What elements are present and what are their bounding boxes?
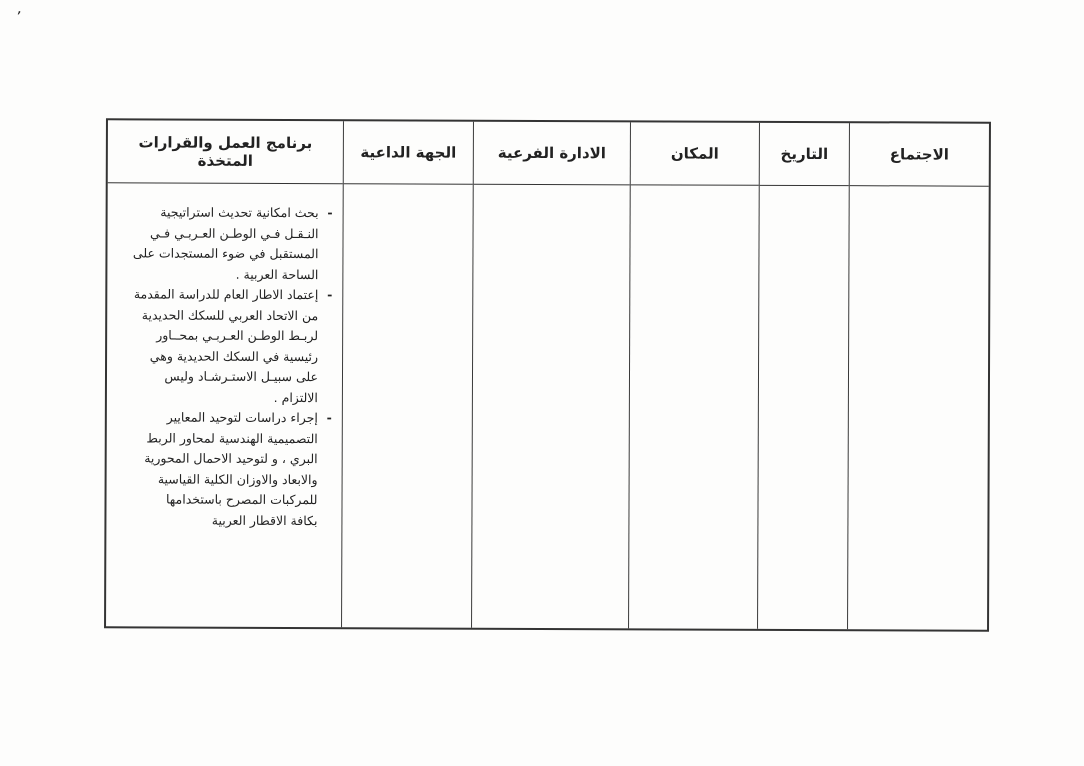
bullet-dash: - bbox=[326, 410, 332, 426]
cell-date-empty bbox=[758, 186, 849, 629]
cell-sub-department-empty bbox=[472, 185, 630, 629]
column-date bbox=[758, 123, 850, 629]
column-header-work-program: برنامج العمل والقرارات المتخذة bbox=[108, 120, 343, 184]
column-header-sub-department: الادارة الفرعية bbox=[474, 122, 630, 186]
column-inviting-body bbox=[342, 121, 474, 627]
bullet-dash: - bbox=[327, 287, 333, 303]
work-program-item bbox=[113, 284, 333, 408]
column-header-date: التاريخ bbox=[760, 123, 849, 186]
column-place bbox=[629, 122, 760, 628]
column-header-meeting: الاجتماع bbox=[850, 123, 989, 187]
bullet-dash: - bbox=[327, 205, 333, 221]
work-program-item-text: بحث امكانية تحديث استراتيجية النـقـل فـي الوطـن العـربـي فـي المستقبل في ضوء المستجدات على الساحة العربية . bbox=[132, 204, 319, 282]
cell-place-empty bbox=[629, 185, 759, 628]
column-header-inviting-body: الجهة الداعية bbox=[344, 121, 473, 184]
column-meeting bbox=[848, 123, 989, 630]
work-program-item bbox=[113, 202, 333, 285]
stray-ink-mark: ’ bbox=[14, 7, 23, 27]
column-header-place: المكان bbox=[631, 122, 759, 185]
work-program-item-text: إجراء دراسات لتوحيد المعايير التصميمية الهندسية لمحاور الربط البري ، و لتوحيد الاحمال المحورية والابعاد والاوزان الكلية القياسية للمركبات المصرح باستخدامها بكافة الاقطار العربية bbox=[144, 409, 318, 528]
cell-work-program bbox=[106, 183, 343, 627]
work-program-item bbox=[112, 407, 332, 531]
work-program-items bbox=[106, 202, 342, 531]
column-sub-department bbox=[472, 122, 631, 629]
work-program-item-text: إعتماد الاطار العام للدراسة المقدمة من الاتحاد العربي للسكك الحديدية لربـط الوطـن العـربـي بمحــاور رئيسية في السكك الحديدية وهي على سبيـل الاستـرشـاد وليس الالتزام . bbox=[133, 286, 319, 405]
meetings-table bbox=[104, 118, 991, 631]
column-work-program bbox=[106, 120, 344, 627]
cell-meeting-empty bbox=[848, 186, 989, 630]
cell-inviting-body-empty bbox=[342, 184, 473, 627]
